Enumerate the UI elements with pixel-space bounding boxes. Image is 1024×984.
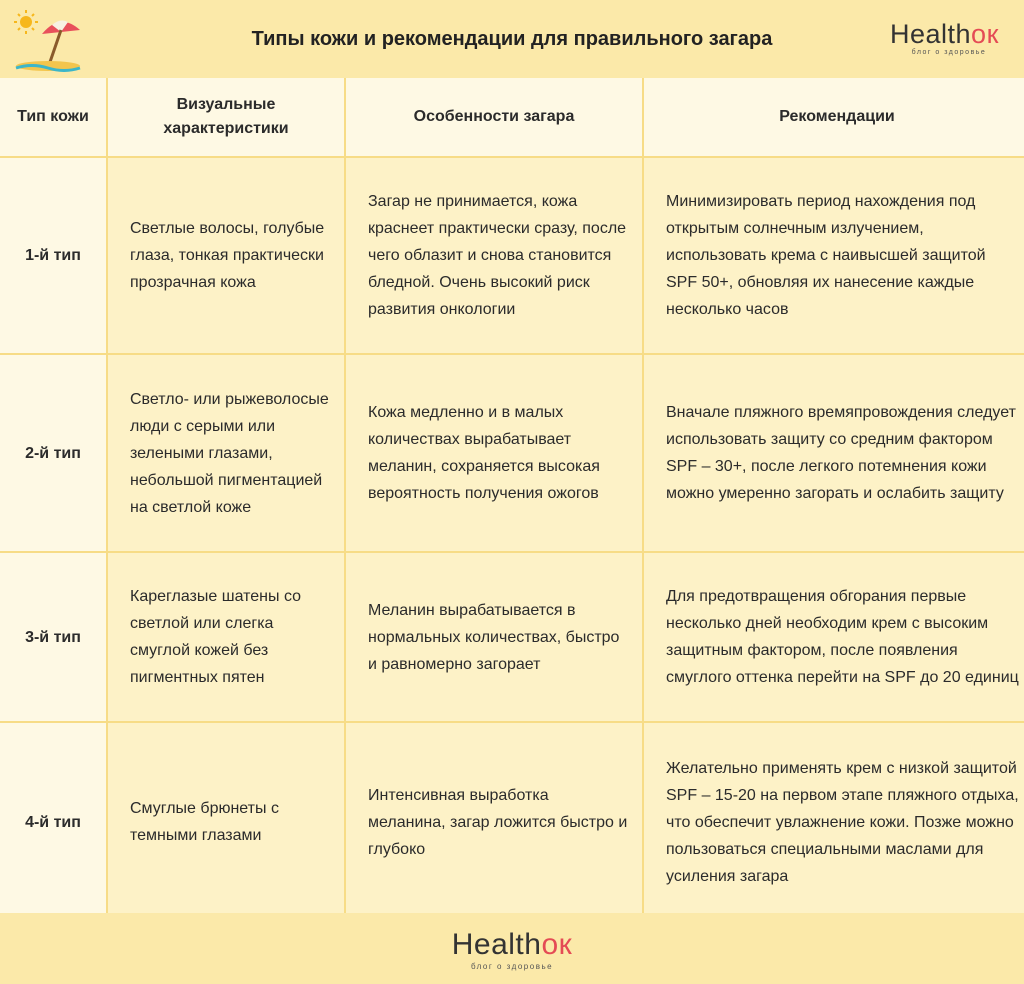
- footer: [0, 913, 1024, 984]
- row-visual-cell: Светло- или рыжеволосые люди с серыми или зелеными глазами, небольшой пигментацией на светлой коже: [108, 355, 344, 551]
- column-header-type: Тип кожи: [0, 78, 106, 156]
- row-advice-cell: Минимизировать период нахождения под открытым солнечным излучением, использовать крема с наивысшей защитой SPF 50+, обновляя их нанесение каждые несколько часов: [644, 158, 1024, 353]
- row-visual-cell: Кареглазые шатены со светлой или слегка смуглой кожей без пигментных пятен: [108, 553, 344, 721]
- skin-types-table: [0, 78, 1024, 913]
- column-header-tan: Особенности загара: [346, 78, 642, 156]
- heart-pulse-icon: ок: [971, 19, 999, 49]
- beach-umbrella-icon: [12, 8, 84, 72]
- row-visual-cell: Смуглые брюнеты с темными глазами: [108, 723, 344, 921]
- row-advice-cell: Для предотвращения обгорания первые несколько дней необходим крем с высоким защитным фактором, после появления смуглого оттенка перейти на SPF до 20 единиц: [644, 553, 1024, 721]
- row-type-label: 4-й тип: [0, 723, 106, 921]
- row-tan-cell: Кожа медленно и в малых количествах вырабатывает меланин, сохраняется высокая вероятность получения ожогов: [346, 355, 642, 551]
- row-visual-cell: Светлые волосы, голубые глаза, тонкая практически прозрачная кожа: [108, 158, 344, 353]
- logo-name: Health: [890, 19, 972, 49]
- logo-tagline: блог о здоровье: [470, 962, 554, 971]
- row-type-label: 3-й тип: [0, 553, 106, 721]
- healthok-logo[interactable]: [890, 20, 1008, 62]
- row-tan-cell: Интенсивная выработка меланина, загар ложится быстро и глубоко: [346, 723, 642, 921]
- row-tan-cell: Меланин вырабатывается в нормальных количествах, быстро и равномерно загорает: [346, 553, 642, 721]
- heart-pulse-icon: ок: [541, 928, 573, 961]
- header: [0, 0, 1024, 78]
- column-header-visual: Визуальные характеристики: [108, 78, 344, 156]
- page-title: Типы кожи и рекомендации для правильного загара: [251, 28, 773, 50]
- row-tan-cell: Загар не принимается, кожа краснеет практически сразу, после чего облазит и снова становится бледной. Очень высокий риск развития онкологии: [346, 158, 642, 353]
- healthok-logo-footer[interactable]: [442, 929, 582, 979]
- logo-name: Health: [451, 928, 542, 961]
- logo-tagline: блог о здоровье: [911, 49, 987, 56]
- row-type-label: 2-й тип: [0, 355, 106, 551]
- row-advice-cell: Желательно применять крем с низкой защитой SPF – 15-20 на первом этапе пляжного отдыха, что обеспечит увлажнение кожи. Позже можно пользоваться специальными маслами для усиления загара: [644, 723, 1024, 921]
- column-header-advice: Рекомендации: [644, 78, 1024, 156]
- row-advice-cell: Вначале пляжного времяпровождения следует использовать защиту со средним фактором SPF – 30+, после легкого потемнения кожи можно умеренно загорать и ослабить защиту: [644, 355, 1024, 551]
- row-type-label: 1-й тип: [0, 158, 106, 353]
